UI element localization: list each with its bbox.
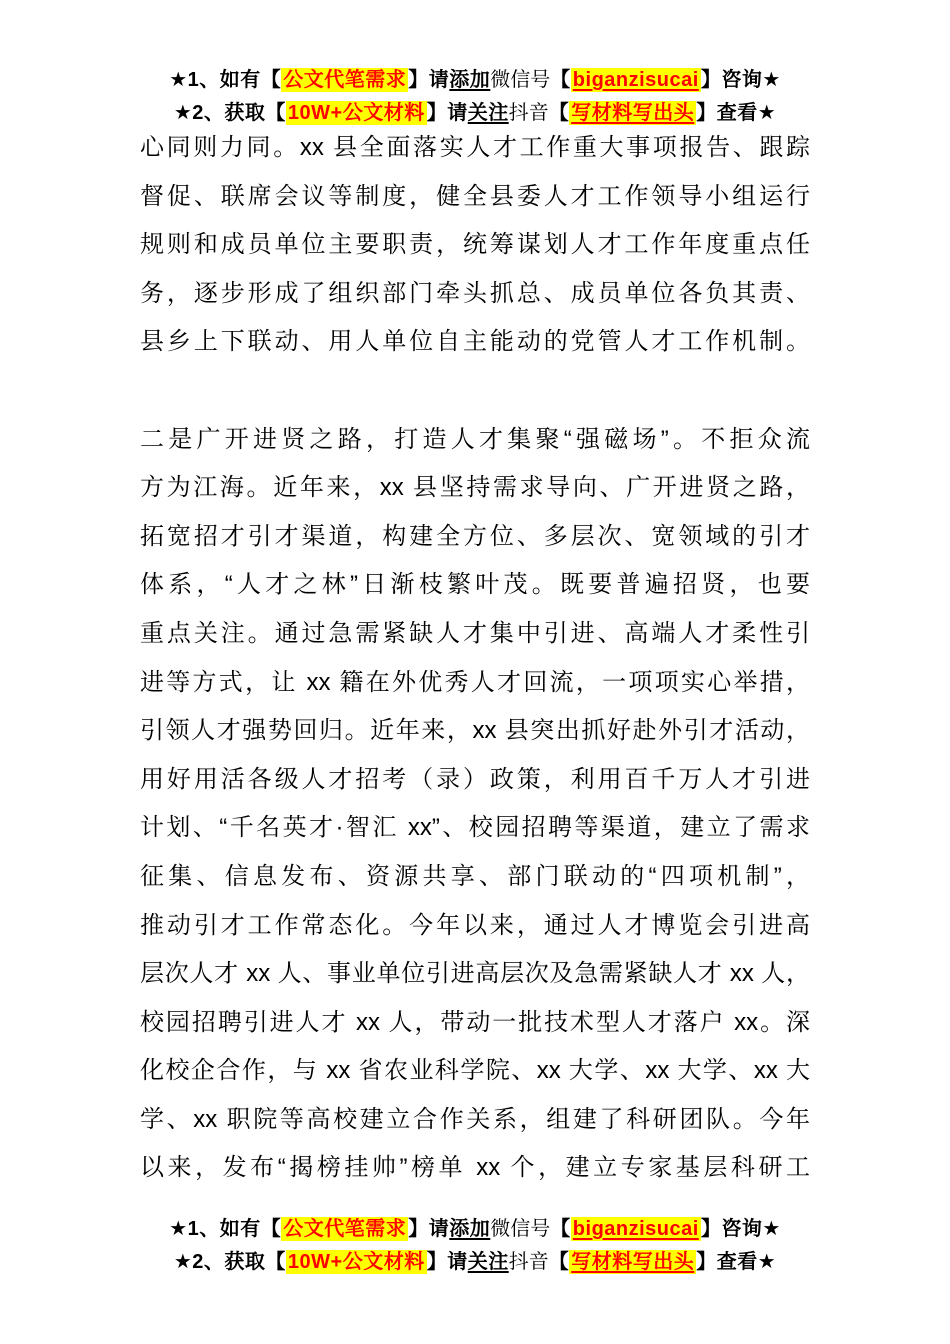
promo-text: 】请 bbox=[426, 102, 468, 124]
promo-line-1 bbox=[0, 1213, 950, 1246]
promo-text: 微信号 bbox=[490, 1218, 551, 1240]
text-line: 体系，“人才之林”日渐枝繁叶茂。既要普遍招贤，也要 bbox=[140, 571, 810, 599]
promo-text: 抖音 bbox=[508, 102, 549, 124]
promo-highlight-text: biganzisucai bbox=[572, 1218, 699, 1240]
text-line: 县乡上下联动、用人单位自主能动的党管人才工作机制。 bbox=[140, 328, 810, 356]
text-line: 征集、信息发布、资源共享、部门联动的“四项机制”， bbox=[140, 862, 810, 890]
promo-highlight-text: 写材料写出头 bbox=[571, 102, 695, 124]
promo-text: ★2、获取【 bbox=[173, 102, 286, 124]
promo-line-2 bbox=[0, 1246, 950, 1279]
promo-text: ★1、如有【 bbox=[169, 1218, 282, 1240]
promo-highlight-text: 10W+公文材料 bbox=[287, 102, 425, 124]
promo-highlight-text: biganzisucai bbox=[572, 69, 699, 91]
promo-highlight-text: 公文代笔需求 bbox=[283, 69, 407, 91]
text-line: 计划、“千名英才·智汇 xx”、校园招聘等渠道，建立了需求 bbox=[140, 814, 810, 842]
promo-text: 【 bbox=[550, 69, 571, 91]
promo-banner-header bbox=[0, 64, 950, 130]
promo-text: 微信号 bbox=[490, 69, 551, 91]
promo-text: 关注 bbox=[467, 1251, 509, 1273]
text-line: 方为江海。近年来，xx 县坚持需求导向、广开进贤之路， bbox=[140, 474, 810, 502]
text-line: 以来，发布“揭榜挂帅”榜单 xx 个，建立专家基层科研工 bbox=[140, 1154, 810, 1182]
promo-text: 【 bbox=[548, 102, 570, 124]
promo-text: 】咨询★ bbox=[700, 69, 781, 91]
text-line: 学、xx 职院等高校建立合作关系，组建了科研团队。今年 bbox=[140, 1105, 810, 1133]
promo-text: 】请 bbox=[426, 1251, 468, 1273]
promo-text: 【 bbox=[550, 1218, 571, 1240]
text-line: 拓宽招才引才渠道，构建全方位、多层次、宽领域的引才 bbox=[140, 522, 810, 550]
text-line: 校园招聘引进人才 xx 人，带动一批技术型人才落户 xx。深 bbox=[140, 1008, 810, 1036]
text-line: 用好用活各级人才招考（录）政策，利用百千万人才引进 bbox=[140, 765, 810, 793]
text-line: 进等方式，让 xx 籍在外优秀人才回流，一项项实心举措， bbox=[140, 668, 810, 696]
document-body bbox=[140, 124, 810, 1193]
text-line: 推动引才工作常态化。今年以来，通过人才博览会引进高 bbox=[140, 911, 810, 939]
promo-text: ★1、如有【 bbox=[169, 69, 282, 91]
promo-text: 】咨询★ bbox=[700, 1218, 781, 1240]
promo-text: ★2、获取【 bbox=[173, 1251, 286, 1273]
promo-text: 】查看★ bbox=[696, 102, 777, 124]
promo-highlight-text: 写材料写出头 bbox=[571, 1251, 695, 1273]
promo-highlight-text: 公文代笔需求 bbox=[283, 1218, 407, 1240]
text-line: 二是广开进贤之路，打造人才集聚“强磁场”。不拒众流 bbox=[140, 425, 810, 453]
promo-text: 添加 bbox=[449, 1218, 491, 1240]
paragraph-2 bbox=[140, 416, 810, 1194]
promo-text: 添加 bbox=[449, 69, 491, 91]
promo-text: 】查看★ bbox=[696, 1251, 777, 1273]
paragraph-1 bbox=[140, 124, 810, 367]
text-line: 务，逐步形成了组织部门牵头抓总、成员单位各负其责、 bbox=[140, 279, 810, 307]
promo-banner-footer bbox=[0, 1213, 950, 1279]
promo-text: 关注 bbox=[467, 102, 509, 124]
promo-text: 】请 bbox=[408, 1218, 450, 1240]
text-line: 督促、联席会议等制度，健全县委人才工作领导小组运行 bbox=[140, 182, 810, 210]
text-line: 层次人才 xx 人、事业单位引进高层次及急需紧缺人才 xx 人， bbox=[140, 960, 810, 988]
text-line: 心同则力同。xx 县全面落实人才工作重大事项报告、跟踪 bbox=[140, 134, 810, 161]
promo-text: 】请 bbox=[408, 69, 450, 91]
text-line: 化校企合作，与 xx 省农业科学院、xx 大学、xx 大学、xx 大 bbox=[140, 1057, 810, 1085]
promo-text: 抖音 bbox=[508, 1251, 549, 1273]
promo-line-1 bbox=[0, 64, 950, 97]
text-line: 重点关注。通过急需紧缺人才集中引进、高端人才柔性引 bbox=[140, 619, 810, 647]
promo-text: 【 bbox=[548, 1251, 570, 1273]
text-line: 规则和成员单位主要职责，统筹谋划人才工作年度重点任 bbox=[140, 231, 810, 259]
text-line: 引领人才强势回归。近年来，xx 县突出抓好赴外引才活动， bbox=[140, 717, 810, 745]
promo-highlight-text: 10W+公文材料 bbox=[287, 1251, 425, 1273]
